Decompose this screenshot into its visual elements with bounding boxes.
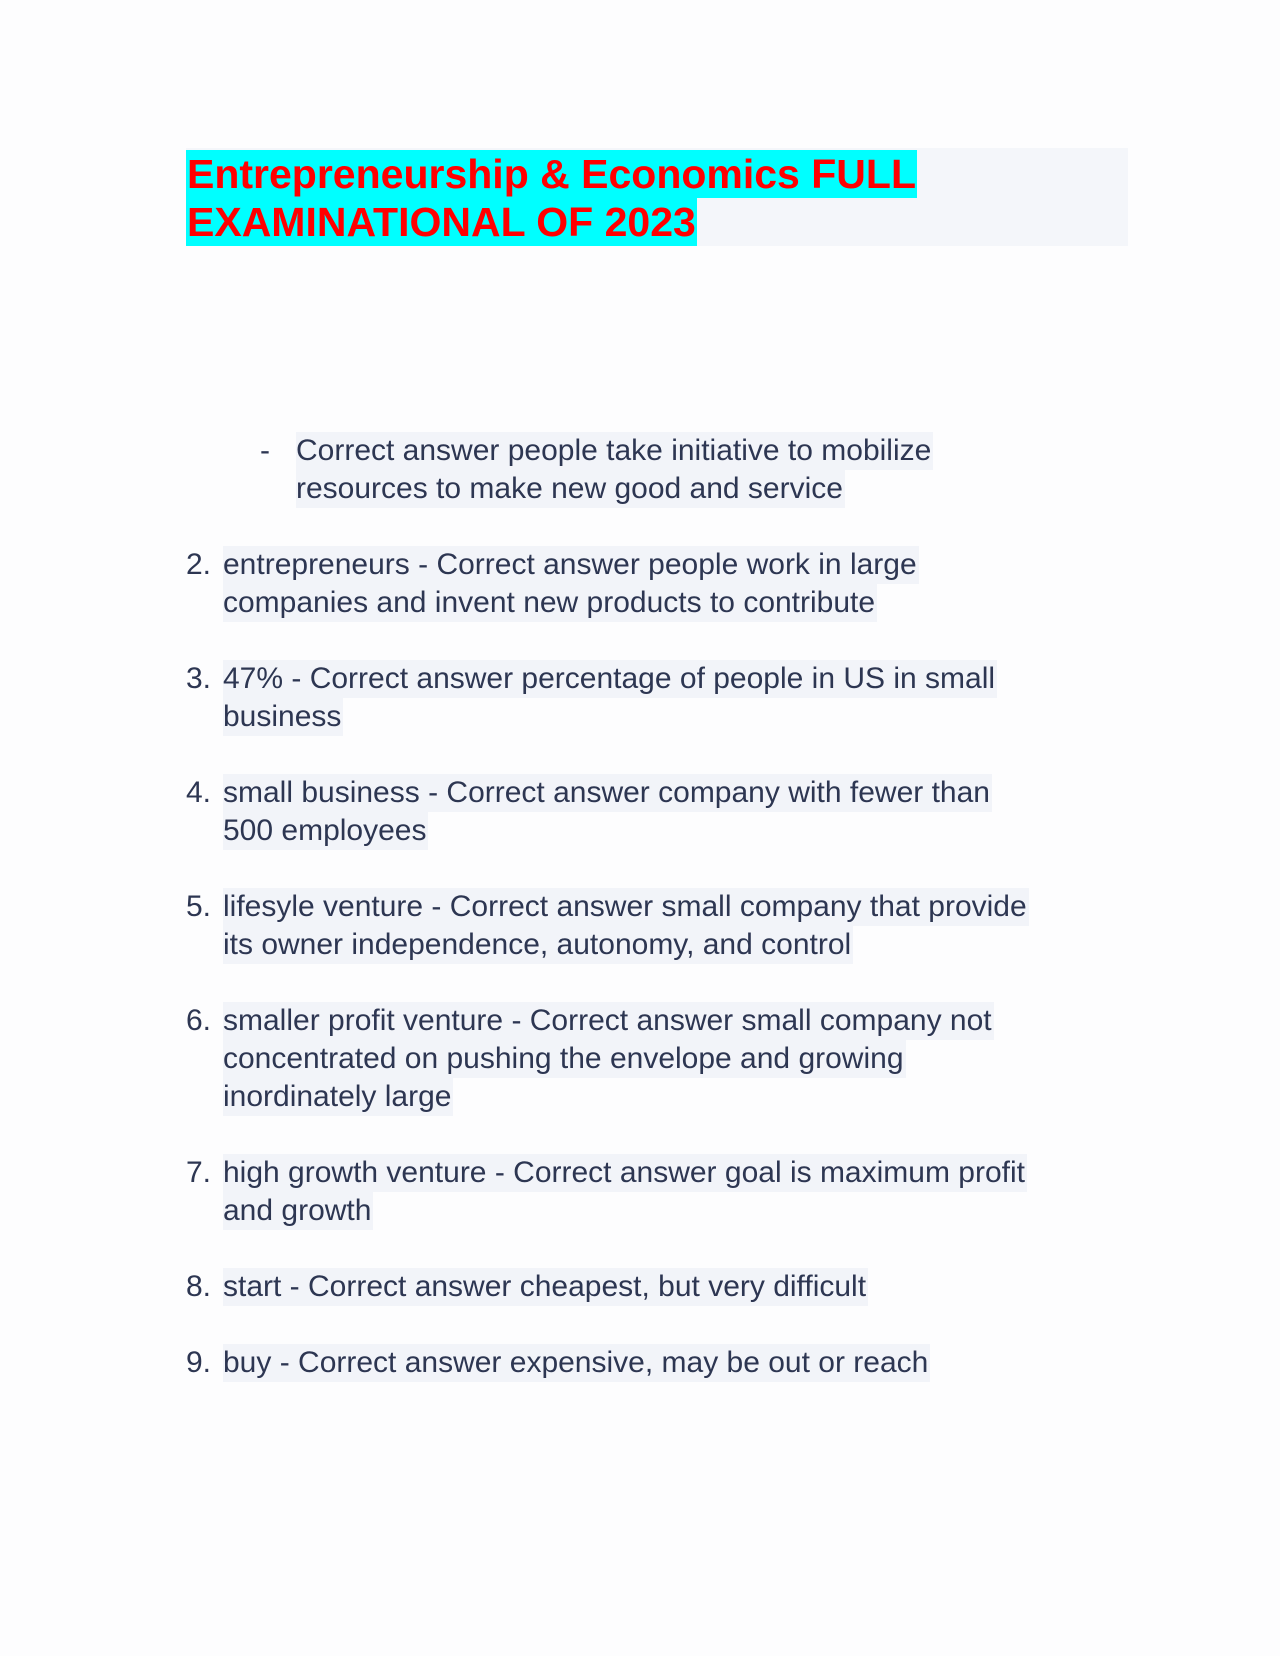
list-item-text: smaller profit venture - Correct answer small company not <box>223 1002 994 1040</box>
title-line-1: Entrepreneurship & Economics FULL <box>187 151 916 197</box>
list-item-text: and growth <box>223 1192 373 1230</box>
list-item-text: companies and invent new products to contribute <box>223 584 877 622</box>
list-item-text: small business - Correct answer company with fewer than <box>223 774 992 812</box>
list-item-text: resources to make new good and service <box>296 470 845 508</box>
list-item-text: business <box>223 698 343 736</box>
bullet-dash: - <box>260 434 270 467</box>
list-item-text: high growth venture - Correct answer goal is maximum profit <box>223 1154 1027 1192</box>
list-number: 9. <box>186 1346 212 1379</box>
list-number: 8. <box>186 1270 212 1303</box>
list-item-text: concentrated on pushing the envelope and growing <box>223 1040 906 1078</box>
list-number: 5. <box>186 890 212 923</box>
list-number: 6. <box>186 1004 212 1037</box>
list-number: 3. <box>186 662 212 695</box>
list-item-text: entrepreneurs - Correct answer people work in large <box>223 546 919 584</box>
list-item-text: 500 employees <box>223 812 428 850</box>
list-item-text: inordinately large <box>223 1078 453 1116</box>
list-number: 7. <box>186 1156 212 1189</box>
list-item-text: lifesyle venture - Correct answer small company that provide <box>223 888 1029 926</box>
list-item-text: Correct answer people take initiative to mobilize <box>296 432 933 470</box>
list-item-text: its owner independence, autonomy, and control <box>223 926 853 964</box>
list-item-text: 47% - Correct answer percentage of people in US in small <box>223 660 997 698</box>
list-number: 4. <box>186 776 212 809</box>
document-title <box>186 148 1128 246</box>
list-item-text: buy - Correct answer expensive, may be out or reach <box>223 1344 930 1382</box>
list-item-text: start - Correct answer cheapest, but very difficult <box>223 1268 868 1306</box>
title-line-2: EXAMINATIONAL OF 2023 <box>187 199 696 245</box>
list-number: 2. <box>186 548 212 581</box>
